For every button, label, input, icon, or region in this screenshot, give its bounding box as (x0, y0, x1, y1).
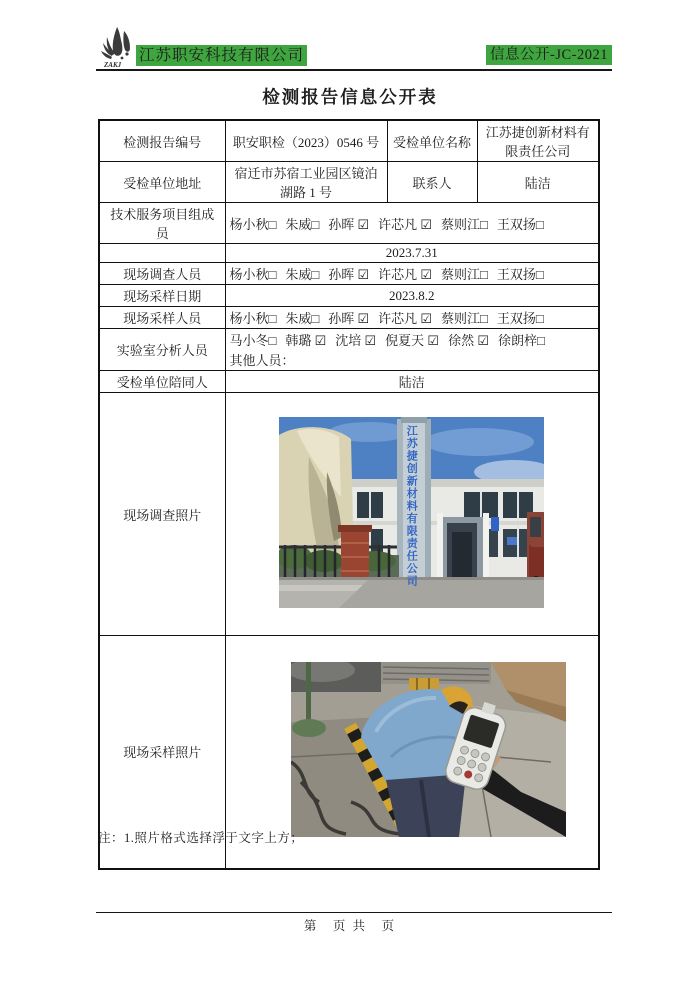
sampling-staff-members (225, 307, 599, 329)
member-checkbox-unchecked: 杨小秋□ (229, 311, 277, 326)
member-checkbox-unchecked: 徐朗梓□ (497, 333, 545, 348)
member-checkbox-unchecked: 马小冬□ (229, 333, 277, 348)
logo-text: ZAKJ (104, 61, 122, 69)
member-checkbox-unchecked: 杨小秋□ (229, 216, 277, 232)
sampling-date-label: 现场采样日期 (99, 285, 225, 307)
member-checkbox-checked: 许芯凡 ☑ (378, 216, 433, 232)
member-checkbox-checked: 许芯凡 ☑ (378, 311, 433, 326)
survey-photo-cell (225, 393, 599, 636)
page-number-text: 第 页 共 页 (303, 919, 397, 933)
member-checkbox-unchecked: 朱威□ (285, 267, 320, 282)
survey-date-label (99, 244, 225, 263)
member-checkbox-unchecked: 蔡则江□ (441, 311, 488, 326)
table-row (99, 285, 599, 307)
table-row (99, 329, 599, 371)
member-checkbox-unchecked: 蔡则江□ (441, 216, 488, 232)
table-row (99, 307, 599, 329)
lab-staff-members (225, 329, 599, 371)
contact-label: 联系人 (387, 162, 477, 203)
member-checkbox-unchecked: 王双扬□ (496, 311, 544, 326)
member-checkbox-unchecked: 朱威□ (285, 311, 320, 326)
team-members (225, 203, 599, 244)
table-row (99, 120, 599, 162)
info-table (98, 119, 600, 870)
member-checkbox-checked: 徐然 ☑ (448, 333, 489, 348)
table-row (99, 263, 599, 285)
page-title: 检测报告信息公开表 (262, 87, 438, 107)
member-checkbox-checked: 沈培 ☑ (335, 333, 377, 348)
building-sign-text: 江苏捷创新材料有限责任公司 (405, 424, 418, 587)
companion-label: 受检单位陪同人 (99, 371, 225, 393)
survey-staff-members (225, 263, 599, 285)
sampling-staff-label: 现场采样人员 (99, 307, 225, 329)
table-row (99, 162, 599, 203)
table-row (99, 371, 599, 393)
member-checkbox-checked: 孙晖 ☑ (328, 216, 370, 232)
team-label: 技术服务项目组成员 (99, 203, 225, 244)
doc-code: 信息公开-JC-2021 (486, 45, 612, 65)
survey-staff-label: 现场调查人员 (99, 263, 225, 285)
contact-value: 陆洁 (477, 162, 599, 203)
report-no-value: 职安职检（2023）0546 号 (225, 120, 387, 162)
table-row (99, 244, 599, 263)
table-row (99, 393, 599, 636)
report-no-label: 检测报告编号 (99, 120, 225, 162)
survey-date-value: 2023.7.31 (225, 244, 599, 263)
company-name: 江苏职安科技有限公司 (136, 45, 307, 66)
unit-address-label: 受检单位地址 (99, 162, 225, 203)
member-checkbox-checked: 孙晖 ☑ (328, 267, 370, 282)
unit-address-value: 宿迁市苏宿工业园区镜泊湖路 1 号 (225, 162, 387, 203)
others-label: 其他人员： (229, 353, 295, 368)
member-checkbox-checked: 许芯凡 ☑ (378, 267, 433, 282)
sampling-date-value: 2023.8.2 (225, 285, 599, 307)
member-checkbox-unchecked: 杨小秋□ (229, 267, 277, 282)
company-logo-icon (97, 25, 137, 69)
footer-divider (96, 912, 612, 913)
lab-staff-label: 实验室分析人员 (99, 329, 225, 371)
unit-name-label: 受检单位名称 (387, 120, 477, 162)
member-checkbox-unchecked: 朱威□ (285, 216, 320, 232)
member-checkbox-checked: 孙晖 ☑ (328, 311, 370, 326)
member-checkbox-unchecked: 王双扬□ (496, 216, 544, 232)
member-checkbox-unchecked: 王双扬□ (496, 267, 544, 282)
factory-building-photo (279, 417, 544, 608)
sampling-photo-label: 现场采样照片 (99, 636, 225, 869)
table-row (99, 203, 599, 244)
member-checkbox-checked: 倪夏天 ☑ (385, 333, 440, 348)
companion-value: 陆洁 (225, 371, 599, 393)
lab-members-line (230, 333, 554, 348)
member-checkbox-unchecked: 蔡则江□ (441, 267, 488, 282)
sampling-measurement-photo (291, 662, 566, 837)
member-checkbox-checked: 韩璐 ☑ (285, 333, 327, 348)
unit-name-value: 江苏捷创新材料有限责任公司 (477, 120, 599, 162)
header-divider (96, 69, 612, 71)
footnote: 注：1.照片格式选择浮于文字上方； (98, 831, 304, 845)
survey-photo-label: 现场调查照片 (99, 393, 225, 636)
